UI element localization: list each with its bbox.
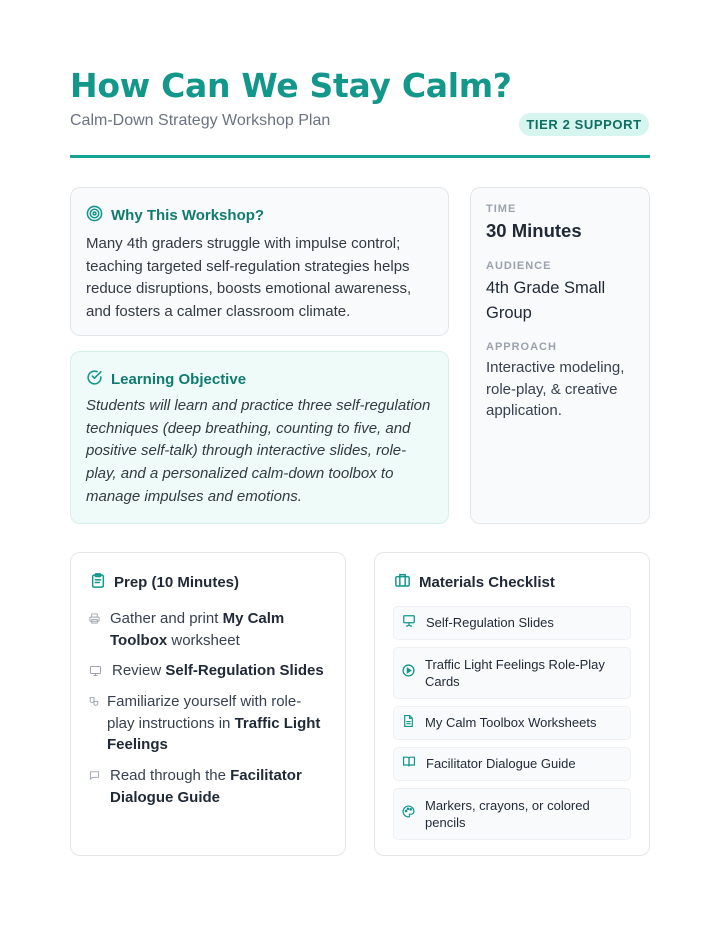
workshop-details-card bbox=[470, 187, 650, 524]
materials-header bbox=[394, 572, 555, 592]
prep-item: Gather and print My Calm Toolbox worksheet bbox=[88, 608, 298, 651]
material-item: Facilitator Dialogue Guide bbox=[393, 747, 631, 781]
check-circle-icon bbox=[86, 369, 103, 390]
header-divider bbox=[70, 155, 650, 158]
material-item: Markers, crayons, or colored pencils bbox=[393, 788, 631, 840]
materials-card bbox=[374, 552, 650, 856]
speech-bubble-icon bbox=[88, 770, 100, 808]
prep-card bbox=[70, 552, 346, 856]
prep-heading: Prep (10 Minutes) bbox=[114, 574, 240, 591]
why-workshop-card bbox=[70, 187, 449, 336]
audience-value: 4th Grade Small Group bbox=[486, 279, 606, 322]
material-item: My Calm Toolbox Worksheets bbox=[393, 706, 631, 740]
time-label: TIME bbox=[486, 203, 517, 215]
page-subtitle: Calm-Down Strategy Workshop Plan bbox=[70, 112, 331, 129]
target-icon bbox=[86, 205, 103, 226]
time-value: 30 Minutes bbox=[486, 220, 582, 241]
why-workshop-text: Many 4th graders struggle with impulse control; teaching targeted self-regulation strategies helps reduce disruptions, boosts emotional awareness, and fosters a calmer classroom climate. bbox=[86, 235, 412, 320]
approach-value: Interactive modeling, role-play, & creative application. bbox=[486, 359, 625, 419]
clipboard-icon bbox=[90, 572, 106, 593]
learning-objective-header bbox=[86, 369, 246, 390]
materials-heading: Materials Checklist bbox=[419, 573, 555, 591]
tier-badge: TIER 2 SUPPORT bbox=[519, 113, 649, 136]
play-circle-icon bbox=[402, 664, 415, 682]
why-workshop-heading: Why This Workshop? bbox=[111, 207, 265, 224]
learning-objective-card bbox=[70, 351, 449, 524]
material-item: Traffic Light Feelings Role-Play Cards bbox=[393, 647, 631, 699]
page-title: How Can We Stay Calm? bbox=[70, 66, 512, 105]
prep-item: Read through the Facilitator Dialogue Guide bbox=[88, 765, 318, 808]
monitor-icon bbox=[88, 665, 102, 682]
printer-icon bbox=[88, 613, 100, 651]
material-item: Self-Regulation Slides bbox=[393, 606, 631, 640]
document-icon bbox=[402, 714, 415, 733]
theater-masks-icon bbox=[88, 696, 100, 756]
palette-icon bbox=[402, 805, 415, 823]
approach-label: APPROACH bbox=[486, 341, 557, 353]
why-workshop-header bbox=[86, 205, 264, 226]
open-book-icon bbox=[402, 755, 416, 773]
briefcase-icon bbox=[394, 572, 411, 592]
prep-item: Review Self-Regulation Slides bbox=[88, 660, 338, 682]
learning-objective-heading: Learning Objective bbox=[111, 371, 247, 388]
learning-objective-text: Students will learn and practice three self-regulation techniques (deep breathing, counting to five, and positive self-talk) through interactive slides, role-play, and a personalized calm-down toolbox to manage impulses and emotions. bbox=[86, 397, 431, 505]
prep-item: Familiarize yourself with role-play instructions in Traffic Light Feelings bbox=[88, 691, 328, 756]
audience-label: AUDIENCE bbox=[486, 260, 552, 272]
presentation-icon bbox=[402, 614, 416, 633]
prep-header bbox=[90, 572, 239, 593]
